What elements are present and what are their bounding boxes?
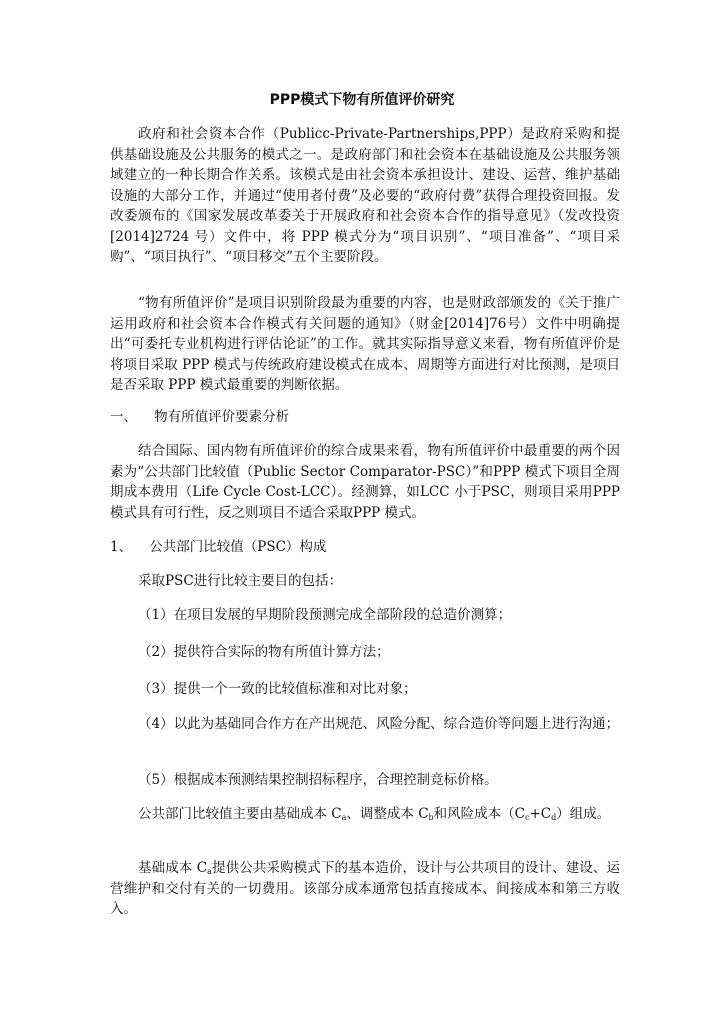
list-item: （1）在项目发展的早期阶段预测完成全部阶段的总造价测算；	[138, 607, 512, 623]
list-item: （2）提供符合实际的物有所值计算方法；	[138, 644, 390, 660]
paragraph-value-for-money: “物有所值评价”是项目识别阶段最为重要的内容，也是财政部颁发的《关于推广运用政府和社会资本合作模式有关问题的通知》（财金[2014]76号）文件中明确提出“可委托专业机构进行评估论证”的工作。就其实际指导意义来看，物有所值评价是将项目采取 PPP 模式与传统政府建设模式在成本、周期等方面进行对比预测，是项目是否采取 PPP 模式最重要的判断依据。	[110, 295, 620, 393]
list-item: （4）以此为基础同合作方在产出规范、风险分配、综合造价等问题上进行沟通；	[138, 716, 620, 732]
section-heading-1: 一、 物有所值评价要素分析	[110, 409, 290, 425]
subsection-heading-psc: 1、 公共部门比较值（PSC）构成	[110, 539, 327, 555]
paragraph-base-cost: 基础成本 $C_a$提供公共采购模式下的基本造价，设计与公共项目的设计、建设、运营维护和交付有关的一切费用。该部分成本通常包括直接成本、间接成本和第三方收入。	[110, 860, 621, 917]
paragraph-intro: 政府和社会资本合作（Publicc-Private-Partnerships,PPP）是政府采购和提供基础设施及公共服务的模式之一。是政府部门和社会资本在基础设施及公共服务领域建立的一种长期合作关系。该模式是由社会资本承担设计、建设、运营、维护基础设施的大部分工作，并通过“使用者付费”及必要的“政府付费”获得合理投资回报。发改委颁布的《国家发展改革委关于开展政府和社会资本合作的指导意见》（发改投资[2014]2724 号）文件中，将 PPP 模式分为“项目识别”、“项目准备”、“项目采购”、“项目执行”、“项目移交”五个主要阶段。	[110, 126, 620, 265]
paragraph-psc-purpose: 采取PSC进行比较主要目的包括：	[138, 573, 343, 589]
document-title: PPP模式下物有所值评价研究	[269, 92, 455, 108]
list-item: （3）提供一个一致的比较值标准和对比对象；	[138, 681, 417, 697]
paragraph-psc-composition: 公共部门比较值主要由基础成本 $C_a$、调整成本 $C_b$和风险成本$(C_c+C_d)$组成。	[138, 806, 611, 822]
list-item: （5）根据成本预测结果控制招标程序，合理控制竞标价格。	[138, 772, 498, 788]
paragraph-elements-analysis: 结合国际、国内物有所值评价的综合成果来看，物有所值评价中最重要的两个因素为“公共部门比较值（Public Sector Comparator-PSC）”和PPP 模式下项目全周期成本费用（Life Cycle Cost-LCC）。经测算，如LCC 小于PSC，则项目采用PPP 模式具有可行性，反之则项目不适合采取PPP 模式。	[110, 443, 620, 521]
